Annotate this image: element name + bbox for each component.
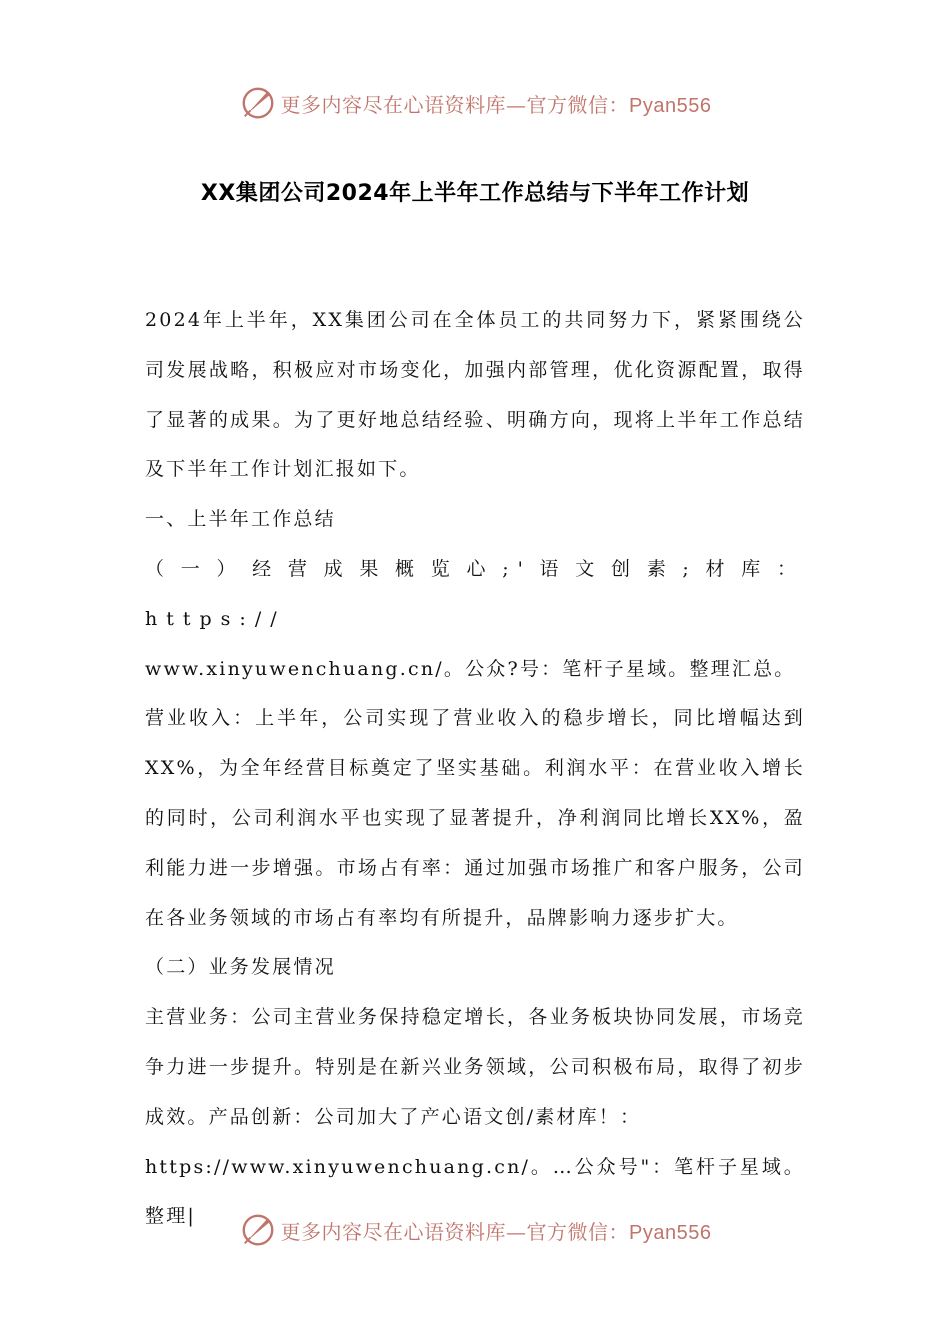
header-watermark-banner [0, 80, 950, 126]
subsection-heading-1: （一）经营成果概览心;'语文创素;材库：https:// [145, 557, 805, 630]
subsection-heading-2: （二）业务发展情况 [145, 956, 336, 979]
document-title: XX集团公司2024年上半年工作总结与下半年工作计划 [200, 181, 750, 206]
business-paragraph-end: https://www.xinyuwenchuang.cn/。…公众号"：笔杆子星域。整理| [145, 1155, 805, 1228]
business-paragraph: 主营业务：公司主营业务保持稳定增长，各业务板块协同发展，市场竞争力进一步提升。特别是在新兴业务领域，公司积极布局，取得了初步成效。产品创新：公司加大了产心语文创/素材库！： [145, 1006, 805, 1128]
wechat-handle: Pyan556 [629, 1221, 712, 1244]
watermark-label: 更多内容尽在心语资料库—官方微信： [280, 92, 630, 117]
watermark-label: 更多内容尽在心语资料库—官方微信： [280, 1219, 630, 1244]
subsection-heading-1-cont: www.xinyuwenchuang.cn/。公众?号：笔杆子星域。整理汇总。 [145, 657, 796, 680]
quill-logo-icon [239, 84, 277, 122]
intro-paragraph: 2024年上半年，XX集团公司在全体员工的共同努力下，紧紧围绕公司发展战略，积极应对市场变化，加强内部管理，优化资源配置，取得了显著的成果。为了更好地总结经验、明确方向，现将上半年工作总结及下半年工作计划汇报如下。 [145, 309, 805, 481]
watermark-text [281, 89, 712, 118]
section-heading-1: 一、上半年工作总结 [145, 508, 336, 531]
revenue-paragraph: 营业收入：上半年，公司实现了营业收入的稳步增长，同比增幅达到XX%，为全年经营目标奠定了坚实基础。利润水平：在营业收入增长的同时，公司利润水平也实现了显著提升，净利润同比增长XX%，盈利能力进一步增强。市场占有率：通过加强市场推广和客户服务，公司在各业务领域的市场占有率均有所提升，品牌影响力逐步扩大。 [145, 707, 805, 929]
quill-logo-icon [239, 1211, 277, 1249]
watermark-text [281, 1216, 712, 1245]
document-body [145, 296, 805, 1242]
wechat-handle: Pyan556 [629, 94, 712, 117]
footer-watermark-banner [0, 1207, 950, 1253]
